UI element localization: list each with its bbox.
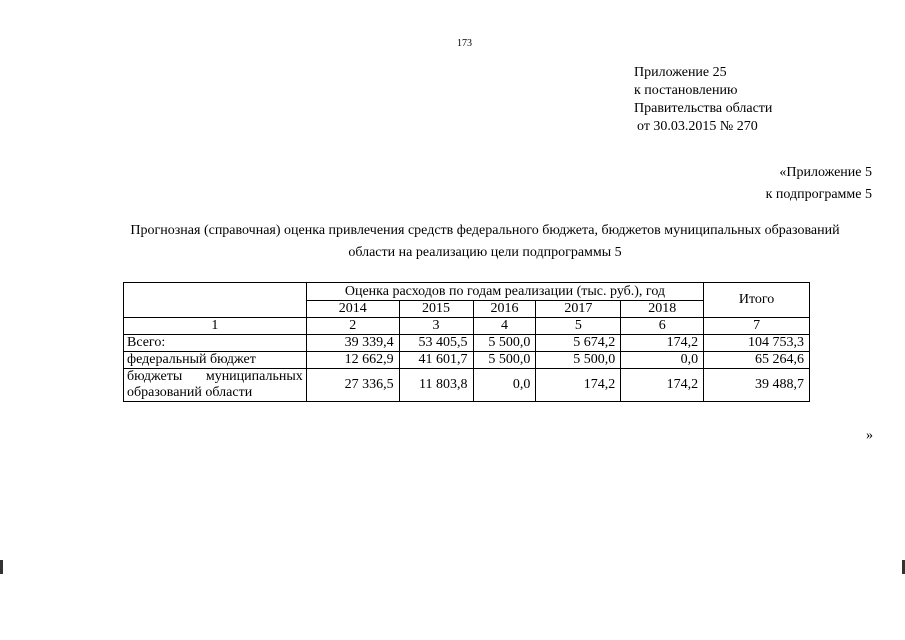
row-label xyxy=(124,369,307,402)
table-row xyxy=(124,352,810,369)
header-empty-cell xyxy=(124,283,307,318)
table-row xyxy=(124,369,810,402)
year-header: 2014 xyxy=(306,301,399,318)
total-cell: 39 488,7 xyxy=(704,369,810,402)
appendix-line: Правительства области xyxy=(634,101,773,116)
total-cell: 65 264,6 xyxy=(704,352,810,369)
appendix-header xyxy=(634,64,772,136)
total-cell: 104 753,3 xyxy=(704,335,810,352)
table-cell: 174,2 xyxy=(536,369,621,402)
column-number: 3 xyxy=(399,318,473,335)
column-number: 6 xyxy=(621,318,704,335)
row-label: Всего: xyxy=(124,335,307,352)
year-header: 2016 xyxy=(473,301,536,318)
group-header: Оценка расходов по годам реализации (тыс. руб.), год xyxy=(306,283,703,301)
column-number: 1 xyxy=(124,318,307,335)
table-cell: 11 803,8 xyxy=(399,369,473,402)
table-cell: 5 500,0 xyxy=(536,352,621,369)
table-cell: 53 405,5 xyxy=(399,335,473,352)
column-number: 4 xyxy=(473,318,536,335)
year-header: 2018 xyxy=(621,301,704,318)
column-number: 2 xyxy=(306,318,399,335)
year-header: 2015 xyxy=(399,301,473,318)
column-number: 7 xyxy=(704,318,810,335)
appendix-line: к постановлению xyxy=(634,83,738,98)
title-line: Прогнозная (справочная) оценка привлечения средств федерального бюджета, бюджетов муниципальных образований xyxy=(130,223,840,238)
budget-table xyxy=(123,282,810,402)
appendix-line: от 30.03.2015 № 270 xyxy=(637,119,758,134)
row-label-line: образований области xyxy=(127,385,253,400)
document-title xyxy=(60,220,905,264)
table-row xyxy=(124,335,810,352)
table-cell: 39 339,4 xyxy=(306,335,399,352)
table-cell: 41 601,7 xyxy=(399,352,473,369)
table-cell: 0,0 xyxy=(621,352,704,369)
table-cell: 0,0 xyxy=(473,369,536,402)
table-cell: 174,2 xyxy=(621,369,704,402)
sub-appendix-line: к подпрограмме 5 xyxy=(765,187,872,202)
table-cell: 5 500,0 xyxy=(473,335,536,352)
appendix-line: Приложение 25 xyxy=(634,65,727,80)
year-header: 2017 xyxy=(536,301,621,318)
column-number: 5 xyxy=(536,318,621,335)
closing-quote: » xyxy=(866,428,873,443)
title-line: области на реализацию цели подпрограммы 5 xyxy=(348,245,622,260)
sub-appendix-line: «Приложение 5 xyxy=(779,165,872,180)
table-cell: 5 674,2 xyxy=(536,335,621,352)
table-cell: 12 662,9 xyxy=(306,352,399,369)
row-label: федеральный бюджет xyxy=(124,352,307,369)
scan-edge-mark xyxy=(0,560,3,574)
table-cell: 27 336,5 xyxy=(306,369,399,402)
row-label-line: бюджеты муниципальных xyxy=(127,369,303,384)
table-cell: 5 500,0 xyxy=(473,352,536,369)
sub-appendix-header xyxy=(766,162,872,206)
page-number: 173 xyxy=(457,38,472,49)
table-cell: 174,2 xyxy=(621,335,704,352)
total-header: Итого xyxy=(704,283,810,318)
